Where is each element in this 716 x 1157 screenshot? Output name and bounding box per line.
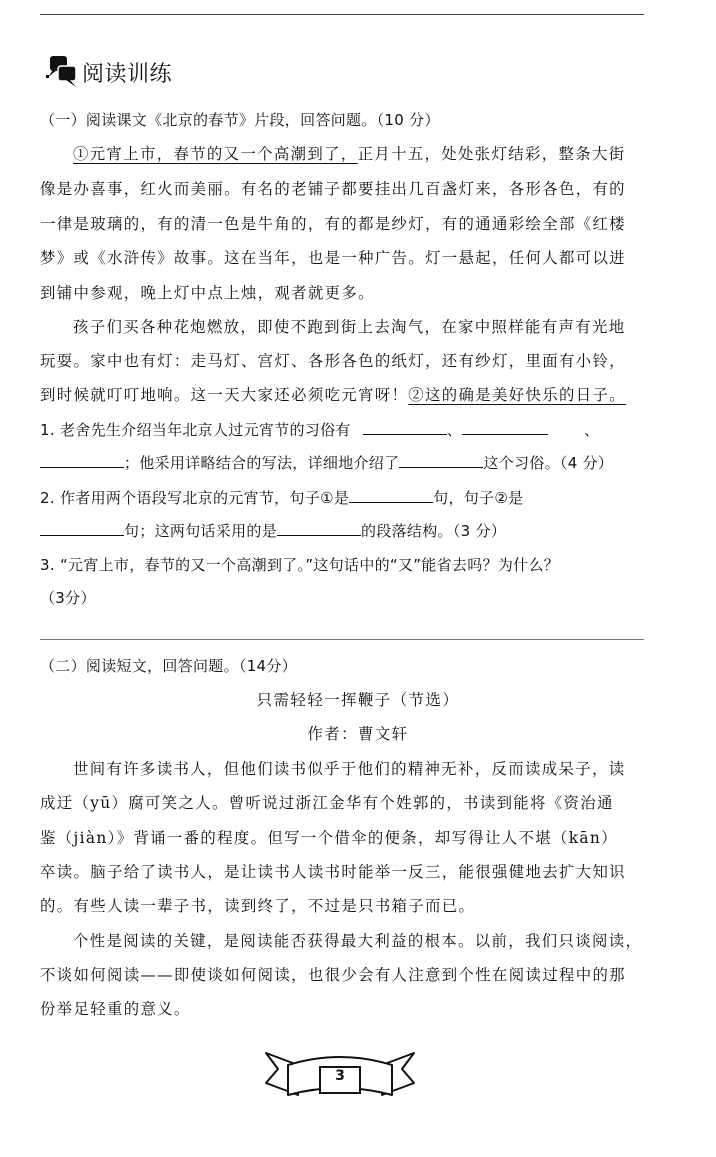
part2-para2-line3: 份举足轻重的意义。 — [40, 1000, 191, 1018]
part2-para1-line4: 卒读。脑子给了读书人，是让读书人读书时能举一反三，能很强健地去扩大知识 — [40, 863, 626, 881]
part1-para1-line1 — [73, 144, 625, 164]
part1-heading: （一）阅读课文《北京的春节》片段，回答问题。（10 分） — [40, 111, 440, 129]
question-2-line1 — [40, 487, 523, 508]
para1-line1-text: 正月十五，处处张灯结彩，整条大街 — [357, 145, 626, 163]
question-3-line1: 3. “元宵上市，春节的又一个高潮到了。”这句话中的“又”能省去吗？为什么？ — [40, 556, 560, 574]
q2-text-d: 的段落结构。（3 分） — [361, 522, 507, 540]
question-3-line2: （3分） — [40, 589, 96, 607]
article-author: 作者：曹文轩 — [307, 725, 409, 743]
part1-para1-line2: 像是办喜事，红火而美丽。有名的老铺子都要挂出几百盏灯来，各形各色，有的 — [40, 180, 626, 198]
q2-text-b: 句，句子②是 — [433, 489, 524, 507]
q1-separator-1: 、 — [446, 421, 462, 439]
q1-separator-2: 、 — [584, 421, 600, 439]
underlined-sentence-1: ①元宵上市，春节的又一个高潮到了， — [73, 145, 358, 163]
question-1-line1 — [40, 419, 599, 440]
part2-para1-line2: 成迂（yū）腐可笑之人。曾听说过浙江金华有个姓郭的，书读到能将《资治通 — [40, 794, 614, 812]
question-1-line2 — [40, 452, 613, 473]
q1-text-a: 1. 老舍先生介绍当年北京人过元宵节的习俗有 — [40, 421, 351, 439]
part2-para2-line1: 个性是阅读的关键，是阅读能否获得最大利益的根本。以前，我们只谈阅读， — [73, 932, 643, 950]
q1-text-c: 这个习俗。（4 分） — [483, 454, 614, 472]
part1-para1-line3: 一律是玻璃的，有的清一色是牛角的，有的都是纱灯，有的通通彩绘全部《红楼 — [40, 215, 626, 233]
part1-para2-line3 — [40, 385, 626, 405]
q2-text-c: 句；这两句话采用的是 — [124, 522, 278, 540]
answer-blank[interactable] — [399, 452, 483, 468]
q2-text-a: 2. 作者用两个语段写北京的元宵节，句子①是 — [40, 489, 350, 507]
part2-para2-line2: 不谈如何阅读——即使谈如何阅读，也很少会有人注意到个性在阅读过程中的那 — [40, 966, 626, 984]
answer-blank[interactable] — [40, 520, 124, 536]
part1-para1-line4: 梦》或《水浒传》故事。这在当年，也是一种广告。灯一悬起，任何人都可以进 — [40, 249, 626, 267]
question-2-line2 — [40, 520, 506, 541]
q1-text-b: ；他采用详略结合的写法，详细地介绍了 — [124, 454, 400, 472]
part1-para2-line2: 玩耍。家中也有灯：走马灯、宫灯、各形各色的纸灯，还有纱灯，里面有小铃， — [40, 352, 626, 370]
top-rule — [40, 14, 644, 15]
part1-para2-line1: 孩子们买各种花炮燃放，即使不跑到街上去淘气，在家中照样能有声有光地 — [73, 318, 626, 336]
answer-blank[interactable] — [40, 452, 124, 468]
section-divider — [40, 639, 644, 640]
page-number: 3 — [335, 1068, 345, 1084]
part2-para1-line5: 的。有些人读一辈子书，读到终了，不过是只书箱子而已。 — [40, 897, 476, 915]
part2-para1-line3: 鉴（jiàn）》背诵一番的程度。但写一个借伞的便条，却写得让人不堪（kān） — [40, 829, 618, 847]
part1-para1-line5: 到铺中参观，晚上灯中点上烛，观者就更多。 — [40, 284, 375, 302]
answer-blank[interactable] — [349, 487, 433, 503]
article-title: 只需轻轻一挥鞭子（节选） — [256, 691, 460, 709]
answer-blank[interactable] — [363, 419, 447, 435]
para2-line3-text: 到时候就叮叮地响。这一天大家还必须吃元宵呀！ — [40, 386, 409, 404]
speech-bubbles-icon — [44, 55, 80, 89]
section-title: 阅读训练 — [82, 61, 173, 87]
part2-para1-line1: 世间有许多读书人，但他们读书似乎于他们的精神无补，反而读成呆子，读 — [73, 760, 626, 778]
underlined-sentence-2: ②这的确是美好快乐的日子。 — [408, 386, 626, 404]
answer-blank[interactable] — [462, 419, 548, 435]
answer-blank[interactable] — [277, 520, 361, 536]
section-header — [44, 52, 172, 92]
part2-heading: （二）阅读短文，回答问题。（14分） — [40, 657, 297, 675]
